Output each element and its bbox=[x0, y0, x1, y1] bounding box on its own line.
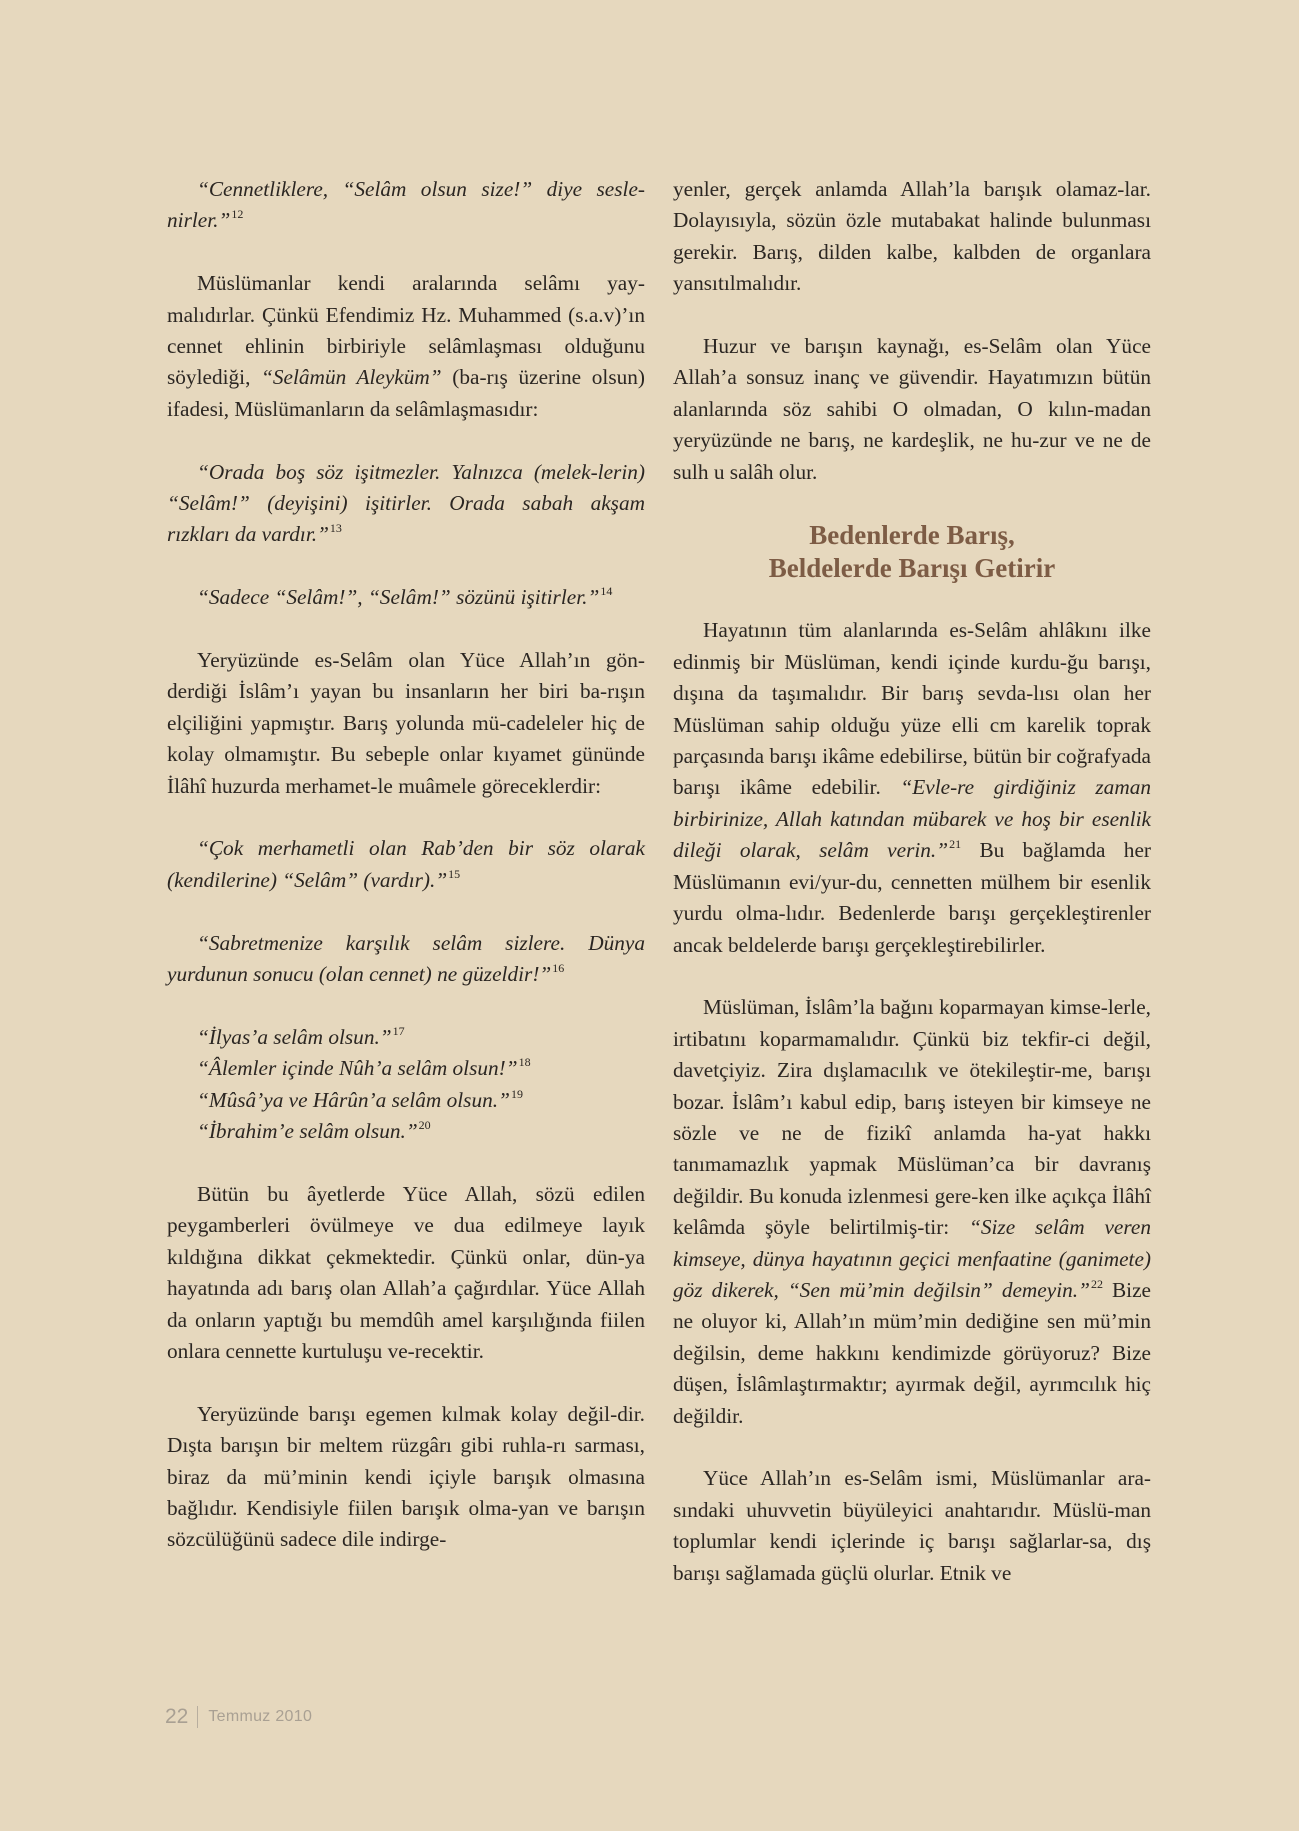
quote-text: “Mûsâ’ya ve Hârûn’a selâm olsun.” bbox=[197, 1087, 510, 1112]
quote-line bbox=[167, 1116, 645, 1147]
body-text: Hayatının tüm alanlarında es-Selâm ahlâkını ilke edinmiş bir Müslüman, kendi içinde kurdu-ğu barışı, dışına da taşımalıdır. Bir barış sevda-lısı olan her Müslüman sahip olduğu yüze elli cm karelik toprak parçasında barışı ikâme edebilirse, bütün bir coğrafyada barışı ikâme edebilir. bbox=[673, 618, 1151, 800]
body-text: Yeryüzünde barışı egemen kılmak kolay değil-dir. Dışta barışın bir meltem rüzgârı gibi ruhla-rı sarması, biraz da mü’minin kendi içiyle barışık olmasına bağlıdır. Kendisiyle fiilen barışık olma-yan ve barışın sözcülüğünü sadece dile indirge- bbox=[167, 1401, 645, 1552]
quote-paragraph bbox=[167, 174, 645, 237]
body-text: Huzur ve barışın kaynağı, es-Selâm olan Yüce Allah’a sonsuz inanç ve güvendir. Hayatımızın bütün alanlarında söz sahibi O olmadan, O kılın-madan yeryüzünde ne barış, ne kardeşlik, ne hu-zur ve ne de sulh u salâh olur. bbox=[673, 334, 1151, 484]
body-paragraph bbox=[673, 1463, 1151, 1589]
footnote-marker: 16 bbox=[552, 961, 565, 976]
footnote-marker: 19 bbox=[510, 1086, 523, 1101]
quote-text: “İlyas’a selâm olsun.” bbox=[197, 1024, 392, 1049]
quote-paragraph bbox=[167, 928, 645, 991]
body-paragraph bbox=[167, 645, 645, 802]
quote-paragraph bbox=[167, 457, 645, 551]
left-column bbox=[167, 174, 645, 1587]
issue-date: Temmuz 2010 bbox=[208, 1708, 313, 1725]
italic-quote: “Evle-re girdiğiniz zaman birbirinize, Allah katından mübarek ve hoş bir esenlik dileği olarak, selâm verin.” bbox=[673, 775, 1151, 863]
body-text: Bize ne oluyor ki, Allah’ın müm’min dediğine sen mü’min değilsin, deme hakkını kendimizde görüyoruz? Bize düşen, İslâmlaştırmaktır; ayırmak değil, ayrımcılık hiç değildir. bbox=[673, 1277, 1151, 1428]
footnote-marker: 22 bbox=[1090, 1276, 1103, 1291]
italic-quote: “Size selâm veren kimseye, dünya hayatının geçici menfaatine (ganimete) göz dikerek, “Sen mü’min değilsin” demeyin.” bbox=[673, 1215, 1151, 1302]
body-text: Yüce Allah’ın es-Selâm ismi, Müslümanlar ara-sındaki uhuvvetin büyüleyici anahtarıdır. Müslü-man toplumlar kendi içlerinde iç barışı sağlarlar-sa, dış barışı sağlamada güçlü olurlar. Etnik ve bbox=[673, 1466, 1151, 1585]
footnote-marker: 18 bbox=[518, 1055, 531, 1070]
quote-text: “Âlemler içinde Nûh’a selâm olsun!” bbox=[197, 1056, 518, 1081]
quote-text: “Orada boş söz işitmezler. Yalnızca (melek-lerin) “Selâm!” (deyişini) işitirler. Orada sabah akşam rızkları da vardır.” bbox=[167, 459, 645, 547]
heading-line: Beldelerde Barışı Getirir bbox=[768, 553, 1056, 584]
quote-text: “İbrahim’e selâm olsun.” bbox=[197, 1119, 418, 1144]
page-number: 22 bbox=[165, 1705, 189, 1728]
footnote-marker: 14 bbox=[600, 584, 613, 599]
body-text: Bu bağlamda her Müslümanın evi/yur-du, cennetten mülhem bir esenlik yurdu olma-lıdır. Bedenlerde barışı gerçekleştirenler ancak beldelerde barışı gerçekleştirebilirler. bbox=[673, 838, 1151, 957]
body-text: Yeryüzünde es-Selâm olan Yüce Allah’ın gön-derdiği İslâm’ı yayan bu insanların her biri ba-rışın elçiliğini yapmıştır. Barış yolunda mü-cadeleler hiç de kolay olmamıştır. Bu sebeple onlar kıyamet gününde İlâhî huzurda merhamet-le muâmele göreceklerdir: bbox=[167, 648, 645, 798]
footnote-marker: 15 bbox=[448, 866, 461, 881]
page-footer bbox=[165, 1705, 312, 1729]
footnote-marker: 12 bbox=[231, 207, 244, 222]
body-text: yenler, gerçek anlamda Allah’la barışık olamaz-lar. Dolayısıyla, sözün özle mutabakat halinde bulunması gerekir. Barış, dilden kalbe, kalbden de organlara yansıtılmalıdır. bbox=[673, 177, 1151, 296]
body-paragraph bbox=[673, 615, 1151, 960]
quote-line bbox=[167, 1085, 645, 1116]
quote-paragraph bbox=[167, 833, 645, 896]
footer-divider bbox=[197, 1706, 198, 1728]
right-column bbox=[673, 174, 1151, 1620]
quote-paragraph bbox=[167, 582, 645, 613]
body-text: Müslümanlar kendi aralarında selâmı yay-malıdırlar. Çünkü Efendimiz Hz. Muhammed (s.a.v)’ın cennet ehlinin birbiriyle selâmlaşması olduğunu söylediği, bbox=[167, 271, 645, 390]
body-paragraph bbox=[673, 174, 1151, 300]
body-text: Bütün bu âyetlerde Yüce Allah, sözü edilen peygamberleri övülmeye ve dua edilmeye layık kıldığına dikkat çekmektedir. Çünkü onlar, dün-ya hayatında adı barış olan Allah’a çağırdılar. Yüce Allah da onların yaptığı bu memdûh amel karşılığında fiilen onlara cennette kurtuluşu ve-recektir. bbox=[167, 1181, 645, 1363]
body-paragraph bbox=[167, 268, 645, 425]
footnote-marker: 13 bbox=[329, 521, 342, 536]
section-heading bbox=[673, 519, 1151, 585]
quote-text: “Sabretmenize karşılık selâm sizlere. Dünya yurdunun sonucu (olan cennet) ne güzeldir!” bbox=[167, 930, 645, 987]
quote-text: “Cennetliklere, “Selâm olsun size!” diye sesle-nirler.” bbox=[167, 177, 645, 233]
italic-phrase: “Selâmün Aleyküm” bbox=[261, 365, 442, 390]
heading-line: Bedenlerde Barış, bbox=[809, 520, 1015, 551]
footnote-marker: 20 bbox=[418, 1118, 431, 1133]
body-paragraph bbox=[167, 1179, 645, 1367]
footnote-marker: 17 bbox=[392, 1023, 405, 1038]
body-text: (ba-rış üzerine olsun) ifadesi, Müslümanların da selâmlaşmasıdır: bbox=[167, 365, 646, 421]
quote-line bbox=[167, 1053, 645, 1084]
body-paragraph bbox=[673, 331, 1151, 488]
body-text: Müslüman, İslâm’la bağını koparmayan kimse-lerle, irtibatını koparmamalıdır. Çünkü biz tekfir-ci değil, davetçiyiz. Zira dışlamacılık ve ötekileştir-me, barışı bozar. İslâm’ı kabul edip, barış isteyen bir kimseye ne sözle ve ne de fizikî anlamda ha-yat hakkı tanımamazlık yapmak Müslüman’ca bir davranış değildir. Bu konuda izlenmesi gere-ken ilke açıkça İlâhî kelâmda şöyle belirtilmiş-tir: bbox=[673, 995, 1151, 1240]
quote-text: “Çok merhametli olan Rab’den bir söz olarak (kendilerine) “Selâm” (vardır).” bbox=[167, 836, 645, 892]
quote-text: “Sadece “Selâm!”, “Selâm!” sözünü işitirler.” bbox=[197, 585, 600, 610]
body-paragraph bbox=[167, 1399, 645, 1556]
body-paragraph bbox=[673, 992, 1151, 1432]
footnote-marker: 21 bbox=[949, 837, 962, 852]
quote-line bbox=[167, 1022, 645, 1053]
